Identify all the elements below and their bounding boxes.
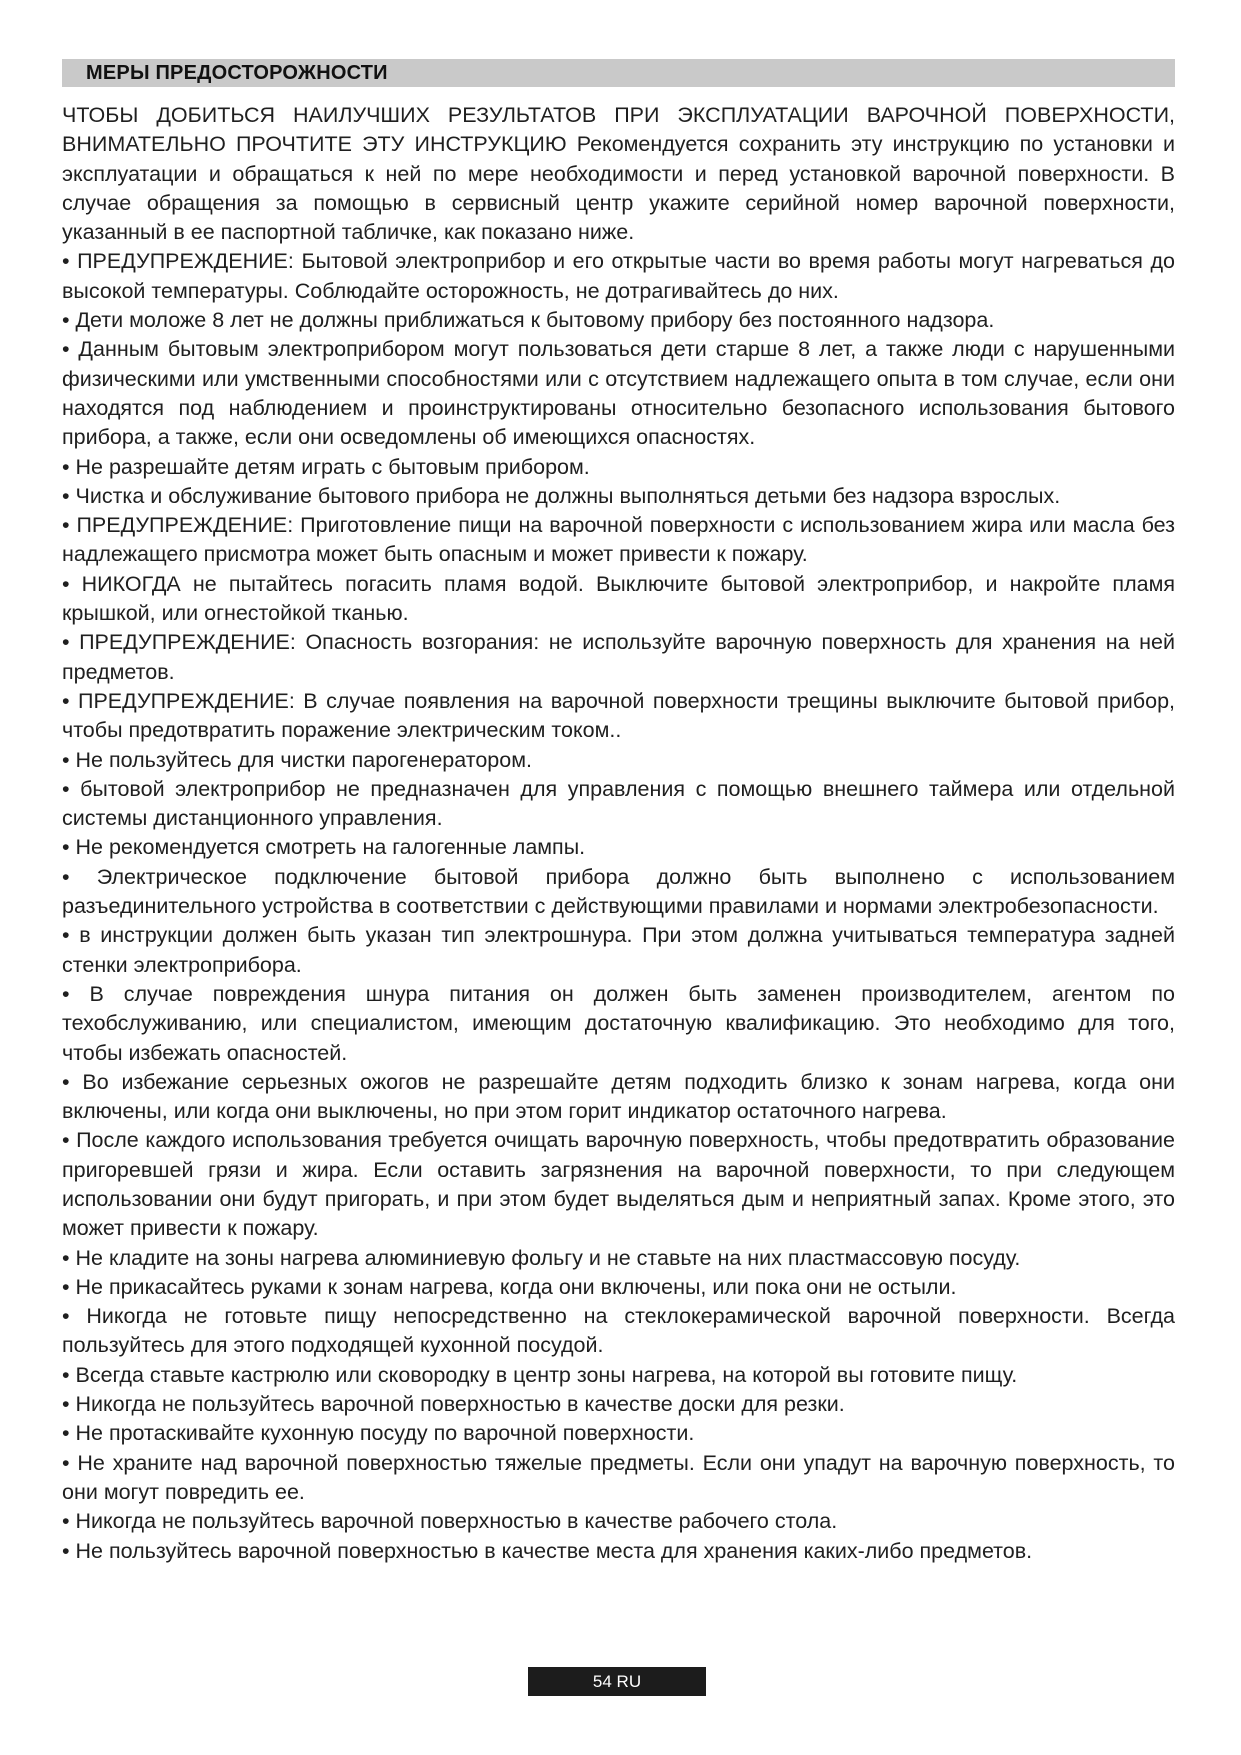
intro-paragraph: ЧТОБЫ ДОБИТЬСЯ НАИЛУЧШИХ РЕЗУЛЬТАТОВ ПРИ ЭКСПЛУАТАЦИИ ВАРОЧНОЙ ПОВЕРХНОСТИ, ВНИМАТЕЛЬНО ПРОЧТИТЕ ЭТУ ИНСТРУКЦИЮ Рекомендуется сохранить эту инструкцию по установки и эксплуатации и обращаться к ней по мере необходимости и перед установкой варочной поверхности. В случае обращения за помощью в сервисный центр укажите серийной номер варочной поверхности, указанный в ее паспортной табличке, как показано ниже. [62,103,1175,245]
precaution-item: • Во избежание серьезных ожогов не разрешайте детям подходить близко к зонам нагрева, когда они включены, или когда они выключены, но при этом горит индикатор остаточного нагрева. [62,1069,1175,1124]
precaution-item: • Не протаскивайте кухонную посуду по варочной поверхности. [62,1421,695,1446]
precaution-item: • Электрическое подключение бытовой прибора должно быть выполнено с использованием разъединительного устройства в соответствии с действующими правилами и нормами электробезопасности. [62,864,1175,919]
precaution-item: • ПРЕДУПРЕЖДЕНИЕ: Опасность возгорания: не используйте варочную поверхность для хранения на ней предметов. [62,630,1175,684]
precaution-item: • Не разрешайте детям играть с бытовым прибором. [62,454,590,479]
section-title: МЕРЫ ПРЕДОСТОРОЖНОСТИ [62,59,1175,87]
precaution-item: • в инструкции должен быть указан тип электрошнура. При этом должна учитываться температура задней стенки электроприбора. [62,923,1175,977]
precaution-item: • бытовой электроприбор не предназначен для управления с помощью внешнего таймера или отдельной системы дистанционного управления. [62,776,1175,831]
precautions-text [62,101,1175,1566]
precaution-item: • Чистка и обслуживание бытового прибора не должны выполняться детьми без надзора взрослых. [62,483,1061,508]
precaution-item: • Никогда не пользуйтесь варочной поверхностью в качестве рабочего стола. [62,1509,838,1534]
precaution-item: • Дети моложе 8 лет не должны приближаться к бытовому прибору без постоянного надзора. [62,308,995,333]
precaution-item: • ПРЕДУПРЕЖДЕНИЕ: Приготовление пищи на варочной поверхности с использованием жира или масла без надлежащего присмотра может быть опасным и может привести к пожару. [62,513,1175,567]
precaution-item: • После каждого использования требуется очищать варочную поверхность, чтобы предотвратить образование пригоревшей грязи и жира. Если оставить загрязнения на варочной поверхности, то при следующем использовании они будут пригорать, и при этом будет выделяться дым и неприятный запах. Кроме этого, это может привести к пожару. [62,1128,1175,1241]
precaution-item: • В случае повреждения шнура питания он должен быть заменен производителем, агентом по техобслуживанию, или специалистом, имеющим достаточную квалификацию. Это необходимо для того, чтобы избежать опасностей. [62,981,1175,1065]
precaution-item: • Не пользуйтесь варочной поверхностью в качестве места для хранения каких-либо предметов. [62,1538,1033,1563]
precaution-item: • Не прикасайтесь руками к зонам нагрева, когда они включены, или пока они не остыли. [62,1274,957,1299]
precaution-item: • Не рекомендуется смотреть на галогенные лампы. [62,835,586,860]
precaution-item: • Всегда ставьте кастрюлю или сковородку в центр зоны нагрева, на которой вы готовите пищу. [62,1362,1018,1387]
page-number: 54 RU [528,1667,706,1696]
precaution-item: • Не кладите на зоны нагрева алюминиевую фольгу и не ставьте на них пластмассовую посуду. [62,1245,1021,1270]
precaution-item: • Никогда не готовьте пищу непосредственно на стеклокерамической варочной поверхности. Всегда пользуйтесь для этого подходящей кухонной посудой. [62,1304,1175,1358]
precaution-item: • Никогда не пользуйтесь варочной поверхностью в качестве доски для резки. [62,1392,845,1417]
precaution-item: • ПРЕДУПРЕЖДЕНИЕ: В случае появления на варочной поверхности трещины выключите бытовой прибор, чтобы предотвратить поражение электрическим током.. [62,688,1175,743]
precaution-item: • Данным бытовым электроприбором могут пользоваться дети старше 8 лет, а также люди с нарушенными физическими или умственными способностями или с отсутствием надлежащего опыта в том случае, если они находятся под наблюдением и проинструктированы относительно безопасного использования бытового прибора, а также, если они осведомлены об имеющихся опасностях. [62,337,1175,450]
precaution-item: • ПРЕДУПРЕЖДЕНИЕ: Бытовой электроприбор и его открытые части во время работы могут нагреваться до высокой температуры. Соблюдайте осторожность, не дотрагивайтесь до них. [62,249,1175,303]
precaution-item: • Не пользуйтесь для чистки парогенератором. [62,747,532,772]
precaution-item: • Не храните над варочной поверхностью тяжелые предметы. Если они упадут на варочную поверхность, то они могут повредить ее. [62,1450,1175,1504]
precaution-item: • НИКОГДА не пытайтесь погасить пламя водой. Выключите бытовой электроприбор, и накройте пламя крышкой, или огнестойкой тканью. [62,571,1175,626]
